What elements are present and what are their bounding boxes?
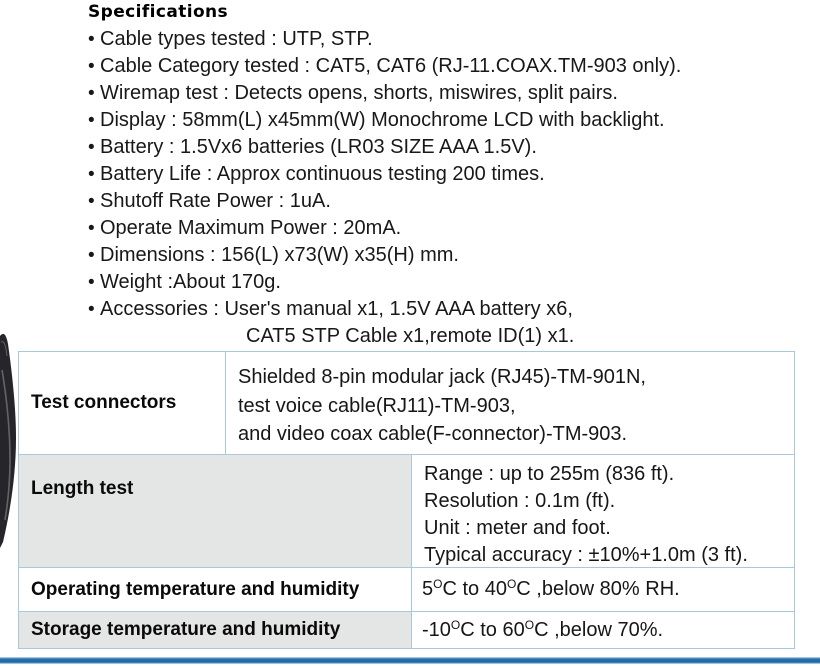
spec-item-text: Weight :About 170g.: [100, 271, 281, 293]
bullet-icon: •: [88, 191, 95, 212]
bullet-icon: •: [88, 56, 95, 77]
table-row-storage-temperature: [19, 611, 794, 648]
spec-item-text: Cable types tested : UTP, STP.: [100, 28, 373, 50]
row-value: [412, 455, 794, 567]
row-label: Test connectors: [19, 352, 226, 454]
spec-item-display: [88, 107, 808, 134]
row-label: Storage temperature and humidity: [19, 612, 412, 648]
bullet-icon: •: [88, 29, 95, 50]
row-label: Operating temperature and humidity: [19, 568, 412, 611]
spec-item-accessories-continuation: [88, 323, 808, 350]
value-line: Resolution : 0.1m (ft).: [424, 490, 616, 512]
value-line: $5^OC$ to $40^OC$ ,below 80% RH.: [422, 577, 680, 600]
spec-item-text: Wiremap test : Detects opens, shorts, miswires, split pairs.: [100, 82, 618, 104]
bullet-icon: •: [88, 164, 95, 185]
spec-item-shutoff-rate-power: [88, 188, 808, 215]
spec-item-accessories: [88, 296, 808, 323]
spec-item-text: Operate Maximum Power : 20mA.: [100, 217, 402, 239]
spec-item-wiremap-test: [88, 80, 808, 107]
value-line: Range : up to 255m (836 ft).: [424, 463, 675, 485]
table-row-length-test: [19, 454, 794, 567]
spec-item-text: Display : 58mm(L) x45mm(W) Monochrome LCD with backlight.: [100, 109, 665, 131]
spec-item-text: Cable Category tested : CAT5, CAT6 (RJ-11.COAX.TM-903 only).: [100, 55, 682, 77]
table-row-operating-temperature: [19, 567, 794, 611]
spec-item-operate-maximum-power: [88, 215, 808, 242]
bullet-icon: •: [88, 137, 95, 158]
value-line: and video coax cable(F-connector)-TM-903.: [238, 423, 628, 445]
specifications-section: [88, 2, 808, 350]
row-value: [412, 568, 794, 611]
row-value: [226, 352, 794, 454]
bullet-icon: •: [88, 245, 95, 266]
spec-item-text: Battery : 1.5Vx6 batteries (LR03 SIZE AAA 1.5V).: [100, 136, 537, 158]
value-line: $-10^OC$ to $60^OC$ ,below 70%.: [422, 617, 664, 641]
spec-item-cable-types: [88, 26, 808, 53]
bullet-icon: •: [88, 272, 95, 293]
row-label: Length test: [19, 455, 412, 567]
specifications-list: [88, 26, 808, 350]
spec-item-text: CAT5 STP Cable x1,remote ID(1) x1.: [246, 325, 575, 347]
specifications-title: Specifications: [88, 2, 229, 22]
value-line: Shielded 8-pin modular jack (RJ45)-TM-901N,: [238, 366, 646, 388]
spec-item-cable-category: [88, 53, 808, 80]
value-line: Typical accuracy : ±10%+1.0m (3 ft).: [424, 544, 748, 566]
spec-table: [18, 351, 795, 649]
bullet-icon: •: [88, 218, 95, 239]
spec-item-battery: [88, 134, 808, 161]
bullet-icon: •: [88, 83, 95, 104]
table-row-test-connectors: [19, 352, 794, 454]
spec-item-weight: [88, 269, 808, 296]
spec-item-dimensions: [88, 242, 808, 269]
value-line: test voice cable(RJ11)-TM-903,: [238, 394, 516, 417]
spec-item-text: Accessories : User's manual x1, 1.5V AAA battery x6,: [100, 298, 573, 320]
spec-item-text: Battery Life : Approx continuous testing 200 times.: [100, 163, 545, 185]
bullet-icon: •: [88, 299, 95, 320]
spec-item-battery-life: [88, 161, 808, 188]
spec-item-text: Shutoff Rate Power : 1uA.: [100, 190, 331, 212]
value-line: Unit : meter and foot.: [424, 517, 611, 539]
row-value: [412, 612, 794, 648]
spec-item-text: Dimensions : 156(L) x73(W) x35(H) mm.: [100, 244, 459, 266]
bottom-divider-rule: [0, 657, 820, 664]
bullet-icon: •: [88, 110, 95, 131]
